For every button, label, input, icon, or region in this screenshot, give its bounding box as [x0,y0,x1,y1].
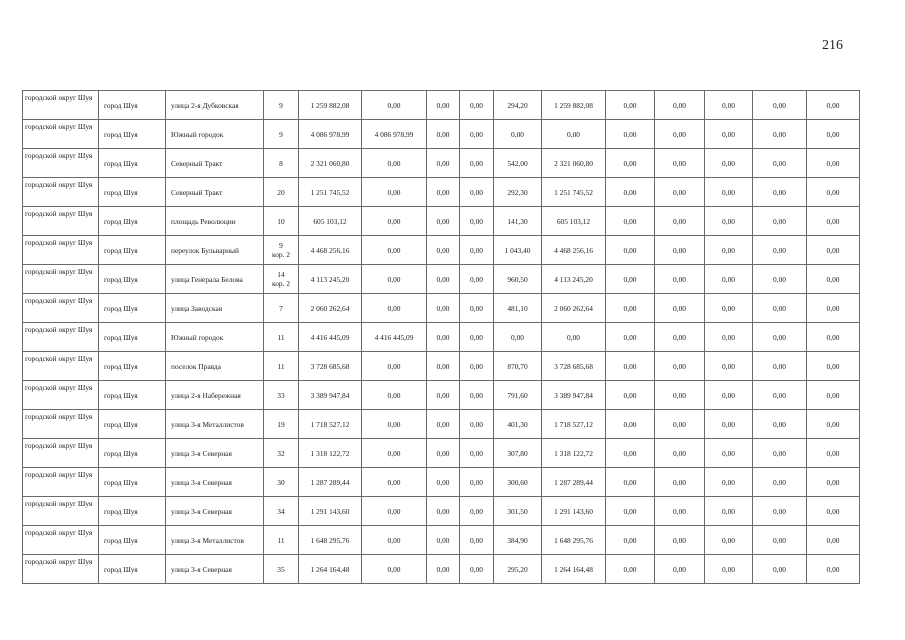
cost-column-6-cell: 3 728 685,68 [542,352,606,381]
street-cell: Северный Тракт [166,149,264,178]
street-cell: улица 3-я Северная [166,468,264,497]
area-cell: 0,00 [494,323,542,352]
cost-column-7-cell: 0,00 [606,381,655,410]
cost-column-2-cell: 0,00 [362,526,427,555]
house-number-cell: 9 [264,120,299,149]
cost-column-11-cell: 0,00 [807,236,860,265]
cost-column-6-cell: 1 264 164,48 [542,555,606,584]
area-cell: 300,60 [494,468,542,497]
cost-column-7-cell: 0,00 [606,294,655,323]
house-number-cell: 34 [264,497,299,526]
total-cost-cell: 1 648 295,76 [299,526,362,555]
cost-column-4-cell: 0,00 [460,91,494,120]
street-cell: поселок Правда [166,352,264,381]
cost-column-9-cell: 0,00 [705,294,753,323]
cost-column-7-cell: 0,00 [606,410,655,439]
cost-column-4-cell: 0,00 [460,265,494,294]
cost-column-3-cell: 0,00 [427,381,460,410]
cost-column-3-cell: 0,00 [427,439,460,468]
cost-column-3-cell: 0,00 [427,352,460,381]
cost-column-4-cell: 0,00 [460,526,494,555]
cost-column-9-cell: 0,00 [705,91,753,120]
table-row [23,410,860,439]
house-number-cell: 30 [264,468,299,497]
house-number-cell: 11 [264,526,299,555]
cost-column-7-cell: 0,00 [606,526,655,555]
cost-column-11-cell: 0,00 [807,323,860,352]
municipality-cell: городской округ Шуя [23,410,99,439]
city-cell: город Шуя [99,410,166,439]
total-cost-cell: 1 718 527,12 [299,410,362,439]
cost-column-3-cell: 0,00 [427,294,460,323]
city-cell: город Шуя [99,352,166,381]
municipality-cell: городской округ Шуя [23,381,99,410]
cost-column-11-cell: 0,00 [807,207,860,236]
cost-column-7-cell: 0,00 [606,439,655,468]
cost-column-4-cell: 0,00 [460,207,494,236]
total-cost-cell: 4 416 445,09 [299,323,362,352]
cost-column-10-cell: 0,00 [753,265,807,294]
municipality-cell: городской округ Шуя [23,439,99,468]
cost-column-11-cell: 0,00 [807,439,860,468]
total-cost-cell: 3 389 947,84 [299,381,362,410]
house-number-cell: 8 [264,149,299,178]
area-cell: 870,70 [494,352,542,381]
municipality-cell: городской округ Шуя [23,497,99,526]
city-cell: город Шуя [99,323,166,352]
street-cell: Северный Тракт [166,178,264,207]
area-cell: 294,20 [494,91,542,120]
table-row [23,439,860,468]
cost-column-2-cell: 0,00 [362,468,427,497]
cost-column-4-cell: 0,00 [460,149,494,178]
city-cell: город Шуя [99,381,166,410]
cost-column-10-cell: 0,00 [753,439,807,468]
cost-column-3-cell: 0,00 [427,468,460,497]
table-row [23,323,860,352]
cost-column-3-cell: 0,00 [427,178,460,207]
cost-column-11-cell: 0,00 [807,265,860,294]
cost-column-8-cell: 0,00 [655,294,705,323]
cost-column-4-cell: 0,00 [460,497,494,526]
street-cell: улица 3-я Северная [166,439,264,468]
table-row [23,207,860,236]
cost-column-7-cell: 0,00 [606,468,655,497]
cost-column-11-cell: 0,00 [807,468,860,497]
municipality-cell: городской округ Шуя [23,265,99,294]
housing-repair-table [22,90,860,584]
cost-column-6-cell: 3 389 947,84 [542,381,606,410]
page-number: 216 [822,38,843,53]
area-cell: 542,00 [494,149,542,178]
cost-column-9-cell: 0,00 [705,439,753,468]
house-number-cell: 9 кор. 2 [264,236,299,265]
cost-column-2-cell: 0,00 [362,207,427,236]
cost-column-6-cell: 0,00 [542,323,606,352]
cost-column-11-cell: 0,00 [807,120,860,149]
cost-column-10-cell: 0,00 [753,526,807,555]
area-cell: 791,60 [494,381,542,410]
house-number-cell: 10 [264,207,299,236]
cost-column-11-cell: 0,00 [807,294,860,323]
city-cell: город Шуя [99,294,166,323]
street-cell: площадь Революции [166,207,264,236]
cost-column-4-cell: 0,00 [460,294,494,323]
cost-column-9-cell: 0,00 [705,497,753,526]
cost-column-10-cell: 0,00 [753,236,807,265]
total-cost-cell: 1 287 289,44 [299,468,362,497]
cost-column-7-cell: 0,00 [606,149,655,178]
total-cost-cell: 2 060 262,64 [299,294,362,323]
municipality-cell: городской округ Шуя [23,555,99,584]
municipality-cell: городской округ Шуя [23,120,99,149]
cost-column-7-cell: 0,00 [606,265,655,294]
cost-column-10-cell: 0,00 [753,468,807,497]
cost-column-11-cell: 0,00 [807,526,860,555]
cost-column-3-cell: 0,00 [427,497,460,526]
city-cell: город Шуя [99,497,166,526]
cost-column-2-cell: 4 086 978,99 [362,120,427,149]
city-cell: город Шуя [99,439,166,468]
cost-column-11-cell: 0,00 [807,381,860,410]
table-row [23,120,860,149]
cost-column-3-cell: 0,00 [427,207,460,236]
cost-column-9-cell: 0,00 [705,352,753,381]
cost-column-8-cell: 0,00 [655,265,705,294]
cost-column-7-cell: 0,00 [606,207,655,236]
cost-column-10-cell: 0,00 [753,555,807,584]
cost-column-11-cell: 0,00 [807,497,860,526]
total-cost-cell: 605 103,12 [299,207,362,236]
cost-column-11-cell: 0,00 [807,149,860,178]
total-cost-cell: 2 321 060,80 [299,149,362,178]
cost-column-9-cell: 0,00 [705,410,753,439]
area-cell: 481,10 [494,294,542,323]
cost-column-6-cell: 1 259 882,08 [542,91,606,120]
cost-column-8-cell: 0,00 [655,236,705,265]
cost-column-6-cell: 1 718 527,12 [542,410,606,439]
cost-column-9-cell: 0,00 [705,149,753,178]
cost-column-7-cell: 0,00 [606,178,655,207]
street-cell: улица Генерала Белова [166,265,264,294]
cost-column-4-cell: 0,00 [460,236,494,265]
street-cell: Южный городок [166,120,264,149]
area-cell: 292,30 [494,178,542,207]
cost-column-3-cell: 0,00 [427,236,460,265]
cost-column-3-cell: 0,00 [427,91,460,120]
cost-column-10-cell: 0,00 [753,178,807,207]
table-row [23,294,860,323]
cost-column-9-cell: 0,00 [705,120,753,149]
cost-column-8-cell: 0,00 [655,207,705,236]
street-cell: улица Заводская [166,294,264,323]
table-row [23,178,860,207]
cost-column-2-cell: 0,00 [362,555,427,584]
cost-column-7-cell: 0,00 [606,555,655,584]
cost-column-6-cell: 1 287 289,44 [542,468,606,497]
house-number-cell: 14 кор. 2 [264,265,299,294]
area-cell: 307,80 [494,439,542,468]
city-cell: город Шуя [99,178,166,207]
house-number-cell: 20 [264,178,299,207]
cost-column-10-cell: 0,00 [753,207,807,236]
street-cell: улица 3-я Северная [166,497,264,526]
cost-column-2-cell: 0,00 [362,439,427,468]
cost-column-9-cell: 0,00 [705,265,753,294]
cost-column-6-cell: 2 321 060,80 [542,149,606,178]
total-cost-cell: 1 251 745,52 [299,178,362,207]
cost-column-7-cell: 0,00 [606,236,655,265]
cost-column-2-cell: 0,00 [362,149,427,178]
cost-column-4-cell: 0,00 [460,120,494,149]
municipality-cell: городской округ Шуя [23,91,99,120]
cost-column-7-cell: 0,00 [606,91,655,120]
city-cell: город Шуя [99,236,166,265]
street-cell: улица 3-я Северная [166,555,264,584]
cost-column-9-cell: 0,00 [705,555,753,584]
total-cost-cell: 3 728 685,68 [299,352,362,381]
cost-column-6-cell: 4 113 245,20 [542,265,606,294]
cost-column-11-cell: 0,00 [807,555,860,584]
total-cost-cell: 1 264 164,48 [299,555,362,584]
municipality-cell: городской округ Шуя [23,526,99,555]
cost-column-7-cell: 0,00 [606,497,655,526]
cost-column-10-cell: 0,00 [753,410,807,439]
cost-column-4-cell: 0,00 [460,439,494,468]
house-number-cell: 11 [264,323,299,352]
cost-column-9-cell: 0,00 [705,178,753,207]
cost-column-8-cell: 0,00 [655,439,705,468]
cost-column-2-cell: 0,00 [362,381,427,410]
cost-column-2-cell: 0,00 [362,236,427,265]
cost-column-2-cell: 0,00 [362,178,427,207]
area-cell: 0,00 [494,120,542,149]
cost-column-4-cell: 0,00 [460,178,494,207]
table-row [23,352,860,381]
municipality-cell: городской округ Шуя [23,323,99,352]
area-cell: 1 043,40 [494,236,542,265]
cost-column-4-cell: 0,00 [460,352,494,381]
cost-column-8-cell: 0,00 [655,149,705,178]
cost-column-9-cell: 0,00 [705,526,753,555]
street-cell: улица 3-я Металлистов [166,526,264,555]
area-cell: 141,30 [494,207,542,236]
city-cell: город Шуя [99,265,166,294]
cost-column-8-cell: 0,00 [655,381,705,410]
municipality-cell: городской округ Шуя [23,468,99,497]
cost-column-6-cell: 1 291 143,60 [542,497,606,526]
cost-column-3-cell: 0,00 [427,323,460,352]
city-cell: город Шуя [99,555,166,584]
cost-column-10-cell: 0,00 [753,149,807,178]
street-cell: улица 2-я Дубковская [166,91,264,120]
cost-column-3-cell: 0,00 [427,120,460,149]
cost-column-6-cell: 4 468 256,16 [542,236,606,265]
cost-column-3-cell: 0,00 [427,410,460,439]
total-cost-cell: 4 086 978,99 [299,120,362,149]
cost-column-2-cell: 0,00 [362,410,427,439]
city-cell: город Шуя [99,120,166,149]
city-cell: город Шуя [99,526,166,555]
municipality-cell: городской округ Шуя [23,178,99,207]
cost-column-11-cell: 0,00 [807,410,860,439]
cost-column-4-cell: 0,00 [460,410,494,439]
cost-column-9-cell: 0,00 [705,468,753,497]
cost-column-8-cell: 0,00 [655,352,705,381]
cost-column-10-cell: 0,00 [753,352,807,381]
total-cost-cell: 1 291 143,60 [299,497,362,526]
city-cell: город Шуя [99,207,166,236]
cost-column-6-cell: 605 103,12 [542,207,606,236]
city-cell: город Шуя [99,149,166,178]
cost-column-6-cell: 0,00 [542,120,606,149]
cost-column-11-cell: 0,00 [807,91,860,120]
cost-column-8-cell: 0,00 [655,178,705,207]
cost-column-7-cell: 0,00 [606,352,655,381]
total-cost-cell: 1 318 122,72 [299,439,362,468]
city-cell: город Шуя [99,468,166,497]
municipality-cell: городской округ Шуя [23,149,99,178]
cost-column-11-cell: 0,00 [807,178,860,207]
house-number-cell: 7 [264,294,299,323]
total-cost-cell: 4 468 256,16 [299,236,362,265]
total-cost-cell: 1 259 882,08 [299,91,362,120]
area-cell: 295,20 [494,555,542,584]
cost-column-9-cell: 0,00 [705,207,753,236]
cost-column-4-cell: 0,00 [460,555,494,584]
cost-column-9-cell: 0,00 [705,236,753,265]
house-number-cell: 9 [264,91,299,120]
cost-column-9-cell: 0,00 [705,381,753,410]
street-cell: Южный городок [166,323,264,352]
cost-column-4-cell: 0,00 [460,468,494,497]
table-body [23,91,860,584]
cost-column-2-cell: 0,00 [362,91,427,120]
cost-column-8-cell: 0,00 [655,497,705,526]
cost-column-4-cell: 0,00 [460,381,494,410]
cost-column-10-cell: 0,00 [753,323,807,352]
street-cell: улица 2-я Набережная [166,381,264,410]
area-cell: 960,50 [494,265,542,294]
table-row [23,149,860,178]
cost-column-8-cell: 0,00 [655,323,705,352]
table-row [23,497,860,526]
cost-column-11-cell: 0,00 [807,352,860,381]
table-row [23,526,860,555]
cost-column-9-cell: 0,00 [705,323,753,352]
cost-column-10-cell: 0,00 [753,294,807,323]
house-number-cell: 11 [264,352,299,381]
table-row [23,265,860,294]
cost-column-2-cell: 0,00 [362,352,427,381]
cost-column-8-cell: 0,00 [655,120,705,149]
cost-column-2-cell: 0,00 [362,497,427,526]
house-number-cell: 32 [264,439,299,468]
cost-column-8-cell: 0,00 [655,555,705,584]
cost-column-10-cell: 0,00 [753,497,807,526]
cost-column-8-cell: 0,00 [655,91,705,120]
city-cell: город Шуя [99,91,166,120]
street-cell: улица 3-я Металлистов [166,410,264,439]
cost-column-3-cell: 0,00 [427,149,460,178]
area-cell: 401,30 [494,410,542,439]
table-row [23,468,860,497]
cost-column-2-cell: 0,00 [362,265,427,294]
municipality-cell: городской округ Шуя [23,236,99,265]
cost-column-6-cell: 1 648 295,76 [542,526,606,555]
cost-column-4-cell: 0,00 [460,323,494,352]
cost-column-2-cell: 0,00 [362,294,427,323]
cost-column-7-cell: 0,00 [606,120,655,149]
cost-column-6-cell: 2 060 262,64 [542,294,606,323]
cost-column-3-cell: 0,00 [427,265,460,294]
area-cell: 301,50 [494,497,542,526]
total-cost-cell: 4 113 245,20 [299,265,362,294]
cost-column-7-cell: 0,00 [606,323,655,352]
house-number-cell: 19 [264,410,299,439]
street-cell: переулок Бульварный [166,236,264,265]
municipality-cell: городской округ Шуя [23,352,99,381]
table-row [23,381,860,410]
cost-column-6-cell: 1 318 122,72 [542,439,606,468]
area-cell: 384,90 [494,526,542,555]
table-row [23,555,860,584]
cost-column-10-cell: 0,00 [753,91,807,120]
table-row [23,91,860,120]
table-row [23,236,860,265]
cost-column-6-cell: 1 251 745,52 [542,178,606,207]
cost-column-10-cell: 0,00 [753,381,807,410]
cost-column-8-cell: 0,00 [655,468,705,497]
municipality-cell: городской округ Шуя [23,294,99,323]
cost-column-8-cell: 0,00 [655,410,705,439]
cost-column-8-cell: 0,00 [655,526,705,555]
cost-column-3-cell: 0,00 [427,555,460,584]
cost-column-3-cell: 0,00 [427,526,460,555]
municipality-cell: городской округ Шуя [23,207,99,236]
house-number-cell: 35 [264,555,299,584]
house-number-cell: 33 [264,381,299,410]
cost-column-10-cell: 0,00 [753,120,807,149]
cost-column-2-cell: 4 416 445,09 [362,323,427,352]
